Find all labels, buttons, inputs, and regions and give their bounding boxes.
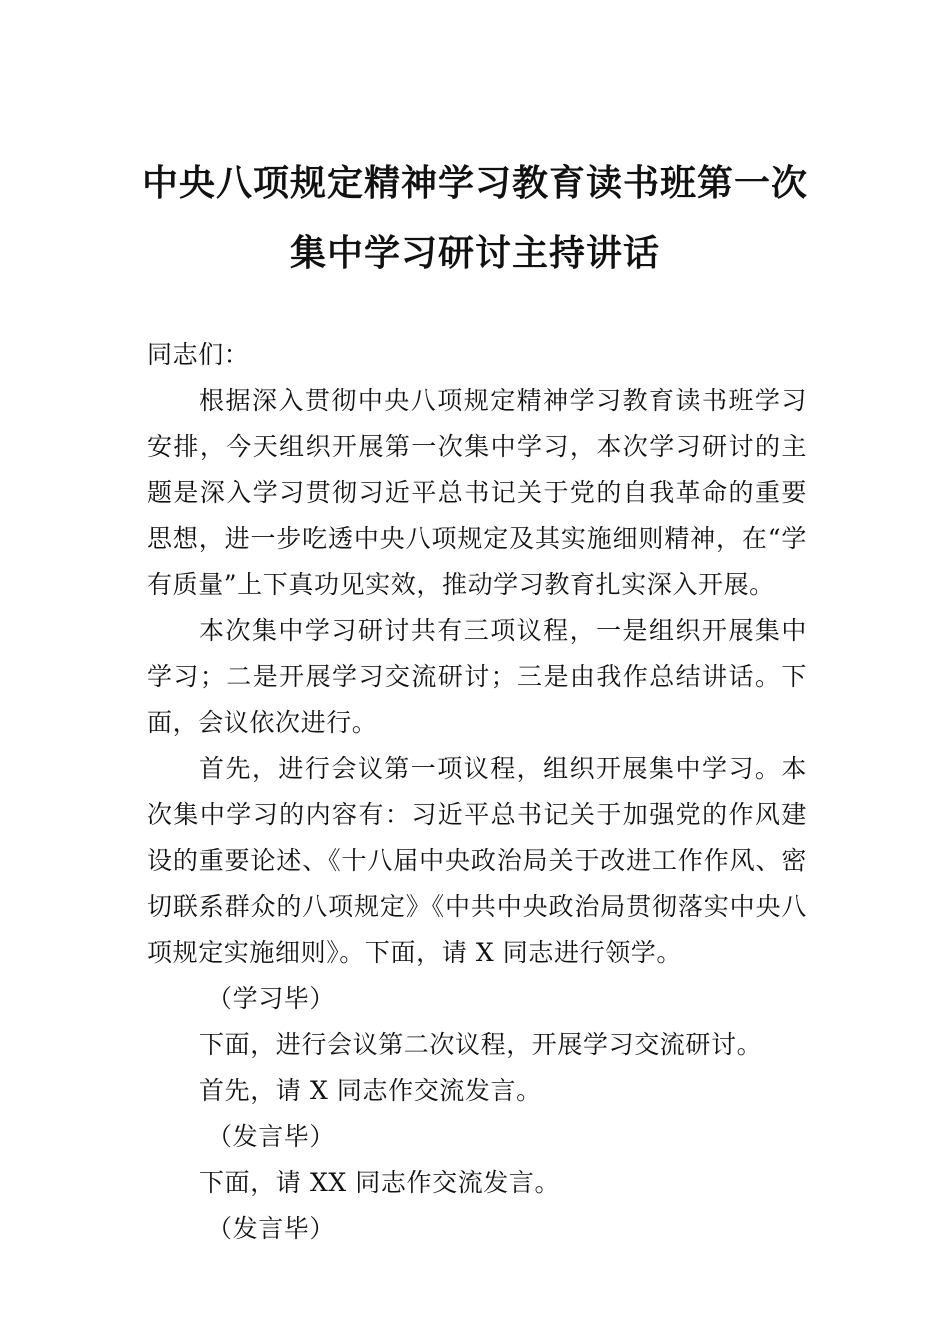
paragraph-agenda: 本次集中学习研讨共有三项议程，一是组织开展集中学习；二是开展学习交流研讨；三是由我作总结讲话。下面，会议依次进行。 xyxy=(147,616,807,737)
document-title-line-1: 中央八项规定精神学习教育读书班第一次 xyxy=(141,163,808,204)
line-first-speaker: 首先，请 X 同志作交流发言。 xyxy=(199,1076,542,1105)
line-second-speaker: 下面，请 XX 同志作交流发言。 xyxy=(199,1168,561,1197)
note-speech-done-2: （发言毕） xyxy=(207,1214,336,1243)
note-speech-done-1: （发言毕） xyxy=(207,1122,336,1151)
document-body xyxy=(147,332,807,1252)
salutation: 同志们： xyxy=(147,340,250,369)
paragraph-theme: 根据深入贯彻中央八项规定精神学习教育读书班学习安排，今天组织开展第一次集中学习，本次学习研讨的主题是深入学习贯彻习近平总书记关于党的自我革命的重要思想，进一步吃透中央八项规定及其实施细则精神，在“学有质量”上下真功见实效，推动学习教育扎实深入开展。 xyxy=(147,386,807,599)
paragraph-first-agenda: 首先，进行会议第一项议程，组织开展集中学习。本次集中学习的内容有：习近平总书记关于加强党的作风建设的重要论述、《十八届中央政治局关于改进工作作风、密切联系群众的八项规定》《中共中央政治局贯彻落实中央八项规定实施细则》。下面，请 X 同志进行领学。 xyxy=(147,754,807,967)
line-second-agenda: 下面，进行会议第二次议程，开展学习交流研讨。 xyxy=(199,1030,763,1059)
note-study-done: （学习毕） xyxy=(207,984,336,1013)
document-title-line-2: 集中学习研讨主持讲话 xyxy=(289,233,660,274)
